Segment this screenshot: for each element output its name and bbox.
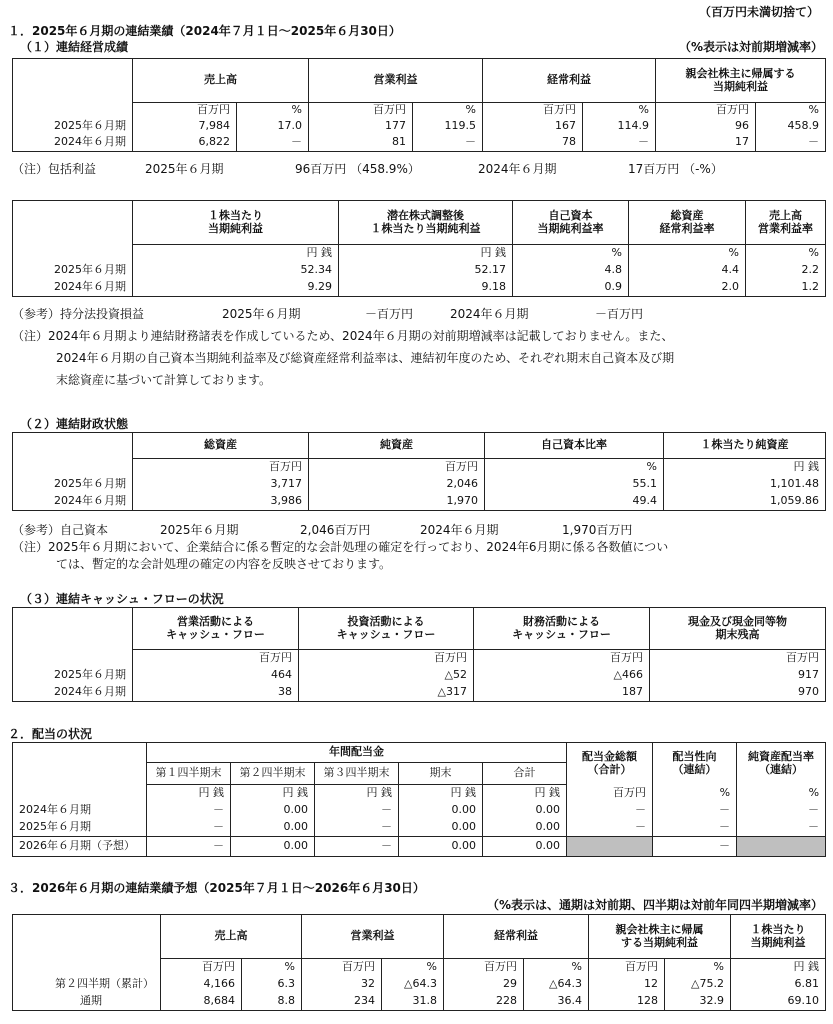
table-row	[13, 802, 826, 819]
value-cell: 0.00	[483, 802, 567, 819]
note-line: 末総資産に基づいて計算しております。	[56, 373, 272, 387]
header-net-assets: 純資産	[309, 433, 485, 459]
unit-cell: %	[413, 103, 483, 119]
value-cell: 69.10	[731, 993, 826, 1011]
header-line: 純資産配当率	[748, 750, 815, 764]
financial-position-table	[12, 432, 826, 511]
header-line: キャッシュ・フロー	[512, 627, 611, 641]
unit-cell: 百万円	[444, 959, 524, 976]
value-cell: 234	[302, 993, 382, 1011]
header-blank	[13, 763, 147, 785]
per-share-table	[12, 200, 826, 297]
unit-cell: 百万円	[161, 959, 242, 976]
value-cell: 0.00	[231, 802, 315, 819]
table-row	[13, 119, 826, 135]
unit-label-cell	[13, 245, 133, 262]
value-cell: 96	[656, 119, 756, 135]
unit-cell: %	[237, 103, 309, 119]
value-cell: 52.17	[339, 262, 513, 279]
value-cell: 0.9	[513, 279, 629, 297]
header-q3: 第３四半期末	[315, 763, 399, 785]
value-cell: 1,970	[309, 493, 485, 511]
section2-title: （２）連結財政状態	[20, 417, 129, 431]
unit-cell: %	[583, 103, 656, 119]
table-row	[13, 684, 826, 702]
section1-note-block	[12, 325, 674, 391]
row-label: 2025年６月期	[13, 262, 133, 279]
header-total: 合計	[483, 763, 567, 785]
value-cell: －	[147, 819, 231, 837]
value-cell: 228	[444, 993, 524, 1011]
unit-cell: 百万円	[474, 650, 650, 667]
value-cell: 2.2	[746, 262, 826, 279]
row-label: 通期	[13, 993, 161, 1011]
header-operating-income: 営業利益	[309, 59, 483, 103]
value-cell: 8,684	[161, 993, 242, 1011]
header-blank	[13, 915, 161, 959]
equity-method-label: （参考）持分法投資損益	[12, 307, 145, 321]
equity-method-period1: 2025年６月期	[222, 307, 301, 321]
shaded-cell	[567, 837, 653, 857]
value-cell: 917	[650, 667, 826, 684]
comprehensive-income-value2: 17百万円 （-%）	[628, 162, 723, 176]
header-annual-dividend: 年間配当金	[147, 743, 567, 763]
value-cell: △317	[299, 684, 474, 702]
header-line: 当期純利益率	[537, 221, 604, 235]
comprehensive-income-period1: 2025年６月期	[145, 162, 224, 176]
header-ordinary-income: 経常利益	[483, 59, 656, 103]
unit-label-cell	[13, 785, 147, 802]
unit-label-cell	[13, 459, 133, 476]
header-blank	[13, 433, 133, 459]
value-cell: 29	[444, 976, 524, 993]
value-cell: 4.4	[629, 262, 746, 279]
value-cell: －	[147, 802, 231, 819]
value-cell: 1,059.86	[664, 493, 826, 511]
value-cell: 38	[133, 684, 299, 702]
section1-note: （%表示は対前期増減率）	[678, 40, 823, 54]
value-cell: 187	[474, 684, 650, 702]
header-bps: １株当たり純資産	[664, 433, 826, 459]
header-net-income-line2: 当期純利益	[713, 79, 768, 93]
value-cell: －	[756, 135, 826, 152]
value-cell: 32.9	[665, 993, 731, 1011]
header-line: １株当たり	[208, 208, 263, 222]
value-cell: 12	[589, 976, 665, 993]
section1-title: １．2025年６月期の連結業績（2024年７月１日～2025年６月30日）	[8, 24, 401, 38]
value-cell: 119.5	[413, 119, 483, 135]
value-cell: 2,046	[309, 476, 485, 493]
equity-method-value1: －百万円	[365, 307, 414, 321]
unit-label-cell	[13, 650, 133, 667]
header-eps	[133, 201, 339, 245]
value-cell: 6,822	[133, 135, 237, 152]
header-line: 配当性向	[672, 750, 717, 764]
value-cell: －	[567, 819, 653, 837]
unit-cell: 百万円	[567, 785, 653, 802]
value-cell: 7,984	[133, 119, 237, 135]
dividends-table	[12, 742, 826, 857]
note-line: （注）2024年６月期より連結財務諸表を作成しているため、2024年６月期の対前期増減率は記載しておりません。また、	[12, 329, 674, 343]
table-row	[13, 819, 826, 837]
value-cell: －	[583, 135, 656, 152]
header-line: 売上高	[769, 208, 802, 222]
value-cell: －	[315, 837, 399, 857]
operating-results-table	[12, 58, 826, 152]
header-line: 総資産	[670, 208, 704, 222]
value-cell: 0.00	[399, 837, 483, 857]
unit-cell: %	[485, 459, 664, 476]
section3-title: （３）連結キャッシュ・フローの状況	[20, 592, 224, 606]
equity-value2: 1,970百万円	[562, 523, 633, 537]
header-line: 当期純利益	[208, 221, 263, 235]
header-operating-cf	[133, 608, 299, 650]
row-label: 2025年６月期	[13, 667, 133, 684]
value-cell: △64.3	[524, 976, 589, 993]
value-cell: 114.9	[583, 119, 656, 135]
value-cell: 17	[656, 135, 756, 152]
value-cell: 0.00	[483, 837, 567, 857]
unit-cell: %	[756, 103, 826, 119]
row-label: 2024年６月期	[13, 802, 147, 819]
header-line: （連結）	[672, 762, 717, 776]
header-line: 期末残高	[715, 627, 760, 641]
note-line: 2024年６月期の自己資本当期純利益率及び総資産経常利益率は、連結初年度のため、それぞれ期末自己資本及び期	[56, 351, 675, 365]
header-line: 配当金総額	[582, 750, 638, 764]
header-ordinary-income: 経常利益	[444, 915, 589, 959]
note-line: （注）2025年６月期において、企業結合に係る暫定的な会計処理の確定を行っており、2024年6月期に係る各数値につい	[12, 540, 669, 554]
row-label: 2025年６月期	[13, 119, 133, 135]
comprehensive-income-value1: 96百万円 （458.9%）	[295, 162, 420, 176]
unit-cell: 円 銭	[339, 245, 513, 262]
table-row	[13, 976, 826, 993]
row-label: 2025年６月期	[13, 819, 147, 837]
unit-cell: 円 銭	[147, 785, 231, 802]
value-cell: △75.2	[665, 976, 731, 993]
value-cell: －	[237, 135, 309, 152]
forecast-row	[13, 837, 826, 857]
table-row	[13, 279, 826, 297]
header-line: 潜在株式調整後	[387, 208, 464, 222]
header-line: 現金及び現金同等物	[688, 614, 787, 628]
header-operating-margin	[746, 201, 826, 245]
unit-cell: %	[653, 785, 737, 802]
value-cell: 4.8	[513, 262, 629, 279]
value-cell: 0.00	[231, 837, 315, 857]
value-cell: 81	[309, 135, 413, 152]
header-roa	[629, 201, 746, 245]
value-cell: 49.4	[485, 493, 664, 511]
value-cell: 0.00	[231, 819, 315, 837]
header-eps	[731, 915, 826, 959]
header-diluted-eps	[339, 201, 513, 245]
value-cell: 1,101.48	[664, 476, 826, 493]
value-cell: 55.1	[485, 476, 664, 493]
header-line: １株当たり当期純利益	[370, 221, 481, 235]
value-cell: △64.3	[382, 976, 444, 993]
header-line: （合計）	[587, 762, 632, 776]
value-cell: 8.8	[242, 993, 302, 1011]
value-cell: 9.29	[133, 279, 339, 297]
unit-cell: 百万円	[299, 650, 474, 667]
header-blank	[13, 201, 133, 245]
shaded-cell	[737, 837, 826, 857]
unit-cell: 百万円	[589, 959, 665, 976]
unit-cell: 百万円	[309, 459, 485, 476]
value-cell: △466	[474, 667, 650, 684]
value-cell: 970	[650, 684, 826, 702]
value-cell: 1.2	[746, 279, 826, 297]
header-operating-income: 営業利益	[302, 915, 444, 959]
unit-cell: 円 銭	[133, 245, 339, 262]
unit-cell: 百万円	[309, 103, 413, 119]
unit-cell: 円 銭	[664, 459, 826, 476]
unit-label-cell	[13, 103, 133, 119]
value-cell: 9.18	[339, 279, 513, 297]
value-cell: 78	[483, 135, 583, 152]
value-cell: 31.8	[382, 993, 444, 1011]
value-cell: 0.00	[483, 819, 567, 837]
header-blank	[13, 608, 133, 650]
cash-flow-table	[12, 607, 826, 702]
header-sales: 売上高	[161, 915, 302, 959]
unit-label-cell	[13, 959, 161, 976]
row-label: 2024年６月期	[13, 135, 133, 152]
unit-cell: 円 銭	[483, 785, 567, 802]
header-net-income-line1: 親会社株主に帰属する	[685, 66, 796, 80]
unit-cell: 百万円	[133, 103, 237, 119]
equity-period2: 2024年６月期	[420, 523, 499, 537]
unit-cell: 百万円	[650, 650, 826, 667]
value-cell: 2.0	[629, 279, 746, 297]
header-line: 営業利益率	[758, 221, 813, 235]
value-cell: －	[567, 802, 653, 819]
header-line: 親会社株主に帰属	[615, 922, 704, 936]
table-row	[13, 667, 826, 684]
value-cell: 17.0	[237, 119, 309, 135]
equity-period1: 2025年６月期	[160, 523, 239, 537]
header-line: （連結）	[759, 762, 804, 776]
value-cell: 3,986	[133, 493, 309, 511]
unit-cell: %	[242, 959, 302, 976]
equity-method-period2: 2024年６月期	[450, 307, 529, 321]
table-row	[13, 135, 826, 152]
header-line: 当期純利益	[750, 935, 806, 949]
value-cell: 36.4	[524, 993, 589, 1011]
section2-note-block	[12, 539, 668, 573]
row-label: 2024年６月期	[13, 493, 133, 511]
header-payout-ratio	[653, 743, 737, 785]
row-label: 2026年６月期（予想）	[13, 837, 147, 857]
row-label: 2024年６月期	[13, 684, 133, 702]
equity-label: （参考）自己資本	[12, 523, 109, 537]
value-cell: －	[147, 837, 231, 857]
value-cell: －	[737, 802, 826, 819]
equity-method-value2: －百万円	[595, 307, 644, 321]
table-row	[13, 493, 826, 511]
unit-cell: %	[524, 959, 589, 976]
value-cell: －	[653, 819, 737, 837]
unit-cell: 円 銭	[231, 785, 315, 802]
value-cell: －	[737, 819, 826, 837]
dividends-title: ２．配当の状況	[8, 727, 93, 741]
forecast-note: （%表示は、通期は対前期、四半期は対前年同四半期増減率）	[486, 898, 823, 912]
value-cell: －	[315, 802, 399, 819]
unit-cell: 円 銭	[731, 959, 826, 976]
header-total-dividends	[567, 743, 653, 785]
header-net-income	[656, 59, 826, 103]
row-label: 2025年６月期	[13, 476, 133, 493]
header-line: 投資活動による	[347, 614, 425, 628]
forecast-table	[12, 914, 826, 1011]
unit-cell: 百万円	[656, 103, 756, 119]
header-doe	[737, 743, 826, 785]
equity-value1: 2,046百万円	[300, 523, 371, 537]
forecast-title: ３．2026年６月期の連結業績予想（2025年７月１日～2026年６月30日）	[8, 881, 425, 895]
header-q1: 第１四半期末	[147, 763, 231, 785]
table-row	[13, 993, 826, 1011]
value-cell: －	[413, 135, 483, 152]
value-cell: 458.9	[756, 119, 826, 135]
header-line: する当期純利益	[621, 935, 698, 949]
header-q2: 第２四半期末	[231, 763, 315, 785]
unit-cell: 百万円	[133, 459, 309, 476]
unit-cell: %	[665, 959, 731, 976]
unit-cell: %	[737, 785, 826, 802]
header-net-income	[589, 915, 731, 959]
header-cash-balance	[650, 608, 826, 650]
value-cell: 0.00	[399, 802, 483, 819]
header-roe	[513, 201, 629, 245]
value-cell: 32	[302, 976, 382, 993]
table-row	[13, 476, 826, 493]
value-cell: 52.34	[133, 262, 339, 279]
header-line: １株当たり	[750, 922, 806, 936]
row-label: 2024年６月期	[13, 279, 133, 297]
header-blank	[13, 743, 147, 763]
header-year-end: 期末	[399, 763, 483, 785]
unit-cell: 百万円	[302, 959, 382, 976]
unit-cell: 百万円	[483, 103, 583, 119]
unit-cell: 円 銭	[399, 785, 483, 802]
value-cell: －	[653, 837, 737, 857]
row-label: 第２四半期（累計）	[13, 976, 161, 993]
unit-cell: %	[746, 245, 826, 262]
value-cell: △52	[299, 667, 474, 684]
header-line: キャッシュ・フロー	[336, 627, 436, 641]
unit-note: （百万円未満切捨て）	[698, 5, 819, 19]
value-cell: －	[315, 819, 399, 837]
unit-cell: %	[629, 245, 746, 262]
value-cell: 128	[589, 993, 665, 1011]
value-cell: 167	[483, 119, 583, 135]
value-cell: 3,717	[133, 476, 309, 493]
comprehensive-income-period2: 2024年６月期	[478, 162, 557, 176]
note-line: ては、暫定的な会計処理の確定の内容を反映させております。	[56, 557, 392, 571]
comprehensive-income-label: （注）包括利益	[12, 162, 97, 176]
unit-cell: %	[513, 245, 629, 262]
header-line: 営業活動による	[177, 614, 254, 628]
value-cell: 464	[133, 667, 299, 684]
value-cell: 6.81	[731, 976, 826, 993]
header-line: 経常利益率	[659, 221, 715, 235]
header-investing-cf	[299, 608, 474, 650]
section1-subtitle: （１）連結経営成績	[20, 40, 129, 54]
header-line: 自己資本	[548, 208, 593, 222]
header-line: キャッシュ・フロー	[166, 627, 265, 641]
unit-cell: 円 銭	[315, 785, 399, 802]
table-row	[13, 262, 826, 279]
header-financing-cf	[474, 608, 650, 650]
unit-cell: 百万円	[133, 650, 299, 667]
value-cell: －	[653, 802, 737, 819]
value-cell: 0.00	[399, 819, 483, 837]
header-equity-ratio: 自己資本比率	[485, 433, 664, 459]
unit-cell: %	[382, 959, 444, 976]
header-sales: 売上高	[133, 59, 309, 103]
header-total-assets: 総資産	[133, 433, 309, 459]
value-cell: 4,166	[161, 976, 242, 993]
header-line: 財務活動による	[523, 614, 600, 628]
value-cell: 6.3	[242, 976, 302, 993]
value-cell: 177	[309, 119, 413, 135]
header-blank	[13, 59, 133, 103]
